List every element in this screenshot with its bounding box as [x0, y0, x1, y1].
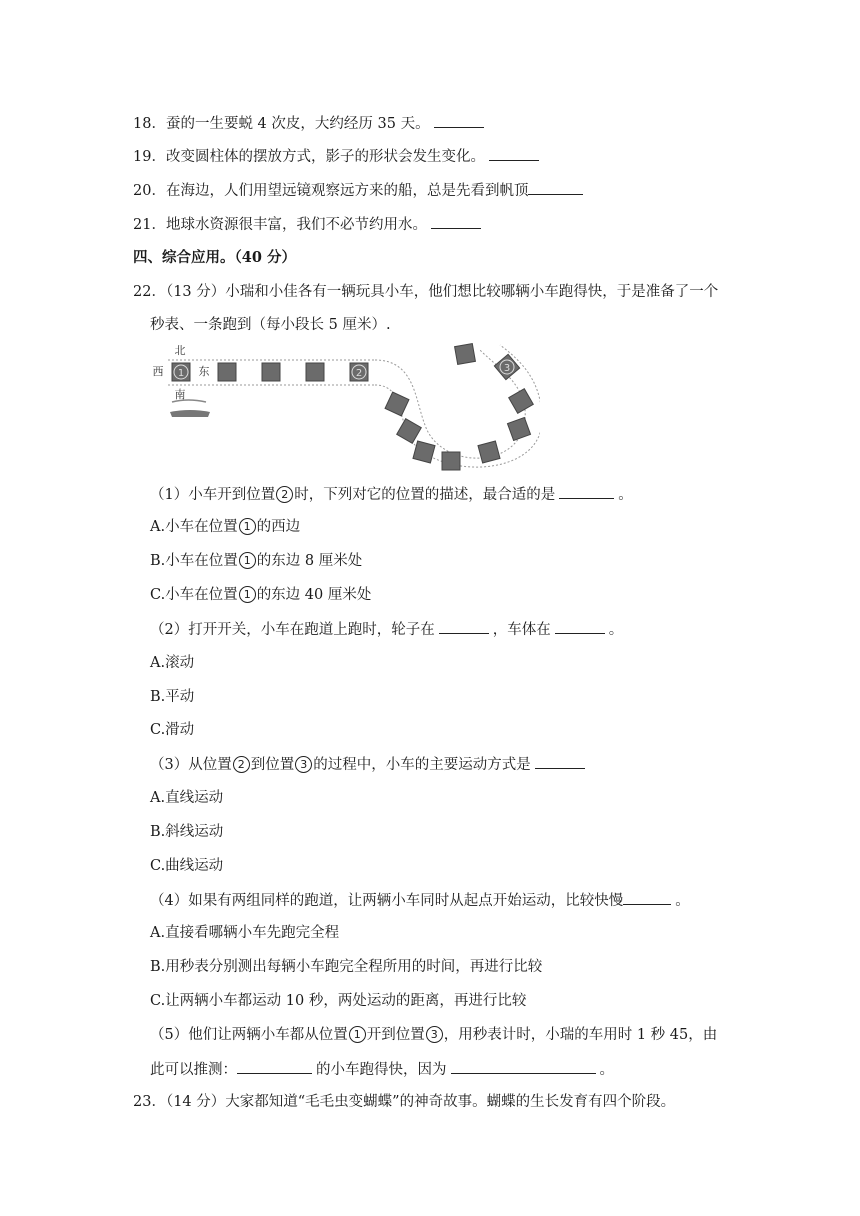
item-number: 20．	[133, 183, 166, 199]
item-text: 改变圆柱体的摆放方式，影子的形状会发生变化。	[165, 149, 485, 165]
judgment-item-18	[133, 113, 488, 133]
item-text: 在海边，人们用望远镜观察远方来的船，总是先看到帆顶	[165, 183, 529, 199]
answer-blank[interactable]	[489, 146, 539, 161]
option-c: C.小车在位置 1 的东边 40 厘米处	[150, 587, 372, 603]
position-label-1: 1	[177, 368, 185, 379]
compass-north: 北	[174, 344, 186, 357]
q22-intro-line2: 秒表、一条跑到（每小段长 5 厘米）.	[150, 317, 391, 333]
option-a: A.小车在位置 1 的西边	[150, 519, 301, 535]
position-label-2: 2	[355, 368, 363, 379]
answer-blank[interactable]	[237, 1059, 312, 1074]
option-a: A.滚动	[150, 655, 195, 671]
answer-blank[interactable]	[535, 754, 585, 769]
item-number: 19．	[133, 149, 166, 165]
option-b: B.平动	[150, 689, 195, 705]
track-figure	[150, 340, 540, 475]
q22-sub3: （3）从位置 2 到位置 3 的过程中，小车的主要运动方式是	[150, 754, 589, 774]
answer-blank[interactable]	[434, 113, 484, 128]
judgment-item-21	[133, 214, 485, 234]
option-c: C.滑动	[150, 722, 195, 738]
judgment-item-19	[133, 146, 543, 166]
q23-intro: 23．（14 分）大家都知道“毛毛虫变蝴蝶”的神奇故事。蝴蝶的生长发育有四个阶段。	[133, 1094, 676, 1110]
judgment-item-20	[133, 180, 587, 200]
option-a: A.直接看哪辆小车先跑完全程	[150, 925, 340, 941]
option-a: A.直线运动	[150, 790, 224, 806]
option-b: B.用秒表分别测出每辆小车跑完全程所用的时间，再进行比较	[150, 959, 543, 975]
item-number: 18．	[133, 116, 166, 132]
compass-south: 南	[174, 388, 186, 401]
q22-intro-line1: 22．（13 分）小瑞和小佳各有一辆玩具小车，他们想比较哪辆小车跑得快，于是准备了一个	[133, 284, 719, 300]
answer-blank[interactable]	[555, 619, 605, 634]
compass-west: 西	[152, 365, 164, 378]
toy-car-icon	[170, 400, 210, 417]
answer-blank[interactable]	[451, 1059, 596, 1074]
answer-blank[interactable]	[431, 214, 481, 229]
q22-sub5-line2: 此可以推测： 的小车跑得快，因为 。	[150, 1059, 614, 1079]
position-label-3: 3	[503, 363, 511, 374]
compass-east: 东	[198, 365, 210, 378]
item-text: 蚕的一生要蜕 4 次皮，大约经历 35 天。	[165, 116, 430, 132]
q22-sub1: （1）小车开到位置 2 时，下列对它的位置的描述，最合适的是 。	[150, 484, 633, 504]
option-b: B.斜线运动	[150, 824, 224, 840]
q22-sub2: （2）打开开关，小车在跑道上跑时，轮子在 ，车体在 。	[150, 619, 623, 639]
option-c: C.让两辆小车都运动 10 秒，两处运动的距离，再进行比较	[150, 993, 527, 1009]
q22-sub4: （4）如果有两组同样的跑道，让两辆小车同时从起点开始运动，比较快慢 。	[150, 890, 690, 910]
option-c: C.曲线运动	[150, 858, 224, 874]
item-number: 21．	[133, 217, 166, 233]
answer-blank[interactable]	[528, 180, 583, 195]
answer-blank[interactable]	[623, 890, 671, 905]
answer-blank[interactable]	[439, 619, 489, 634]
position-mark: 2	[276, 486, 293, 503]
q22-sub5: （5）他们让两辆小车都从位置 1 开到位置 3 ，用秒表计时，小瑞的车用时 1 秒 45，由	[150, 1027, 718, 1043]
option-b: B.小车在位置 1 的东边 8 厘米处	[150, 553, 363, 569]
answer-blank[interactable]	[559, 484, 614, 499]
section-heading: 四、综合应用。（40 分）	[133, 249, 296, 266]
item-text: 地球水资源很丰富，我们不必节约用水。	[165, 217, 427, 233]
